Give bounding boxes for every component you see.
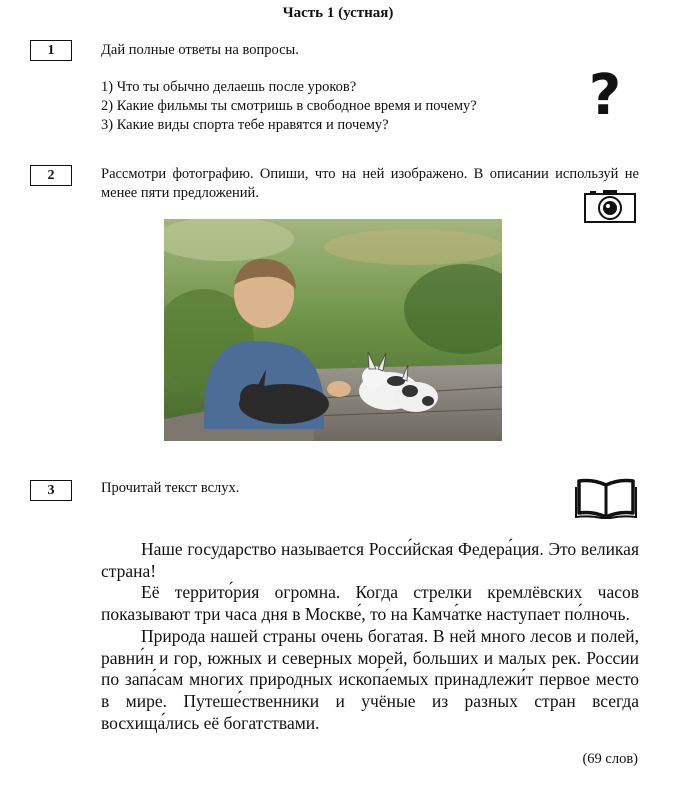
task1-question-1: 1) Что ты обычно делаешь после уроков?	[101, 79, 357, 95]
boy-with-rabbits-photo	[164, 219, 502, 441]
task1-question-2: 2) Какие фильмы ты смотришь в свободное время и почему?	[101, 98, 477, 114]
task1-question-list	[101, 78, 477, 135]
task1-instruction: Дай полные ответы на вопросы.	[101, 42, 299, 58]
task3-instruction: Прочитай текст вслух.	[101, 480, 240, 496]
camera-icon	[583, 188, 637, 229]
open-book-icon	[575, 477, 637, 524]
task-number-3: 3	[30, 480, 72, 501]
reading-paragraph-1: Наше государство называется Росси́йская Федера́ция. Это великая страна!	[101, 539, 639, 581]
word-count: (69 слов)	[582, 751, 638, 767]
page-title: Часть 1 (устная)	[282, 5, 394, 21]
task-number-2: 2	[30, 165, 72, 186]
reading-paragraph-3: Природа нашей страны очень богатая. В ней много лесов и полей, равни́н и гор, южных и северных морей, больших и малых рек. России по запа́сам многих природных ископа́емых принадлежи́т первое место в мире. Путеше́ственники и учёные из разных стран всегда восхища́лись её богатствами.	[101, 625, 639, 733]
task2-instruction: Рассмотри фотографию. Опиши, что на ней изображено. В описании используй не менее пяти предложений.	[101, 166, 639, 201]
task1-question-3: 3) Какие виды спорта тебе нравятся и почему?	[101, 117, 389, 133]
task-number-1: 1	[30, 40, 72, 61]
question-mark-icon: ?	[588, 63, 622, 128]
reading-paragraph-2: Её террито́рия огромна. Когда стрелки кремлёвских часов показывают три часа дня в Москве́, то на Камча́тке наступает по́лночь.	[101, 582, 639, 625]
reading-text	[101, 539, 639, 734]
